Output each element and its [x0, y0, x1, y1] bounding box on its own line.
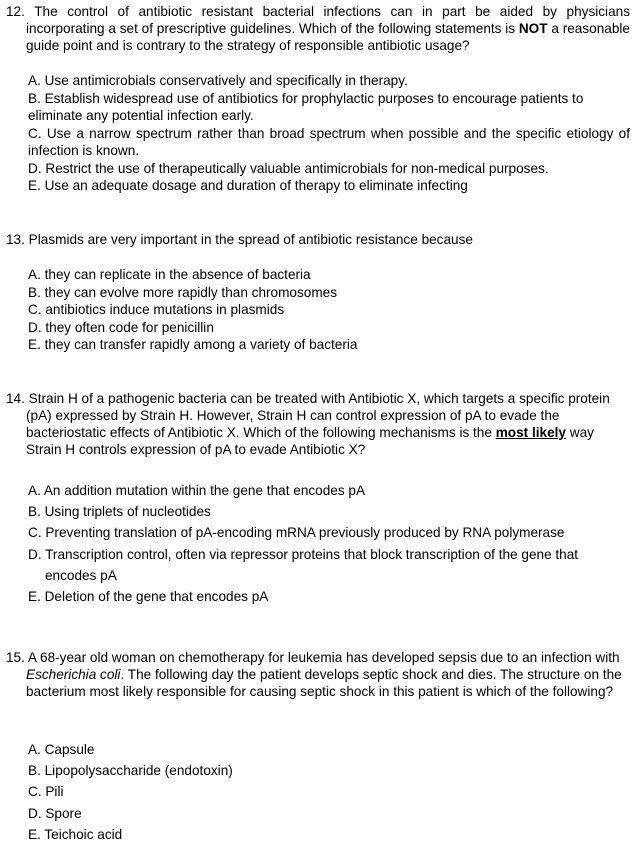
option-13-c[interactable]: C. antibiotics induce mutations in plasmids [28, 302, 285, 317]
question-12 [6, 3, 630, 54]
option-15-b[interactable]: B. Lipopolysaccharide (endotoxin) [28, 763, 233, 779]
option-15-d[interactable]: D. Spore [28, 805, 82, 821]
option-12-d[interactable]: D. Restrict the use of therapeutically valuable antimicrobials for non-medical purposes. [28, 160, 549, 176]
option-14-d[interactable]: D. Transcription control, often via repressor proteins that block transcription of the gene that encodes pA [28, 546, 579, 583]
question-13-stem: 13. Plasmids are very important in the spread of antibiotic resistance because [6, 232, 473, 247]
organism-name: Escherichia coli [26, 667, 121, 682]
option-13-b[interactable]: B. they can evolve more rapidly than chromosomes [28, 284, 338, 300]
question-14-options [28, 480, 630, 607]
option-14-a[interactable]: A. An addition mutation within the gene that encodes pA [28, 483, 366, 498]
emphasis-not: NOT [518, 21, 548, 36]
option-13-e[interactable]: E. they can transfer rapidly among a variety of bacteria [28, 337, 358, 352]
option-13-a[interactable]: A. they can replicate in the absence of bacteria [28, 267, 311, 282]
question-12-stem: 12. The control of antibiotic resistant bacterial infections can in part be aided by physicians incorporating a set of prescriptive guidelines. Which of the following statements is NOT a reasonable guide point and is contrary to the strategy of responsible antibiotic usage? [6, 4, 630, 53]
option-13-d[interactable]: D. they often code for penicillin [28, 319, 214, 335]
option-12-b[interactable]: B. Establish widespread use of antibiotics for prophylactic purposes to encourage patients to eliminate any potential infection early. [28, 90, 584, 123]
option-12-e[interactable]: E. Use an adequate dosage and duration of therapy to eliminate infecting [28, 178, 468, 193]
option-15-c[interactable]: C. Pili [28, 784, 64, 800]
question-14-stem: 14. Strain H of a pathogenic bacteria can be treated with Antibiotic X, which targets a specific protein (pA) expressed by Strain H. However, Strain H can control expression of pA to evade the bacteriostatic effects of Antibiotic X. Which of the following mechanisms is the most likely way Strain H controls expression of pA to evade Antibiotic X? [6, 391, 610, 457]
option-12-c[interactable]: C. Use a narrow spectrum rather than broad spectrum when possible and the specific etiology of infection is known. [28, 125, 630, 158]
question-12-options [28, 72, 630, 195]
option-14-c[interactable]: C. Preventing translation of pA-encoding mRNA previously produced by RNA polymerase [28, 525, 565, 541]
option-14-e[interactable]: E. Deletion of the gene that encodes pA [28, 589, 269, 605]
question-15-options [28, 739, 630, 845]
option-14-b[interactable]: B. Using triplets of nucleotides [28, 504, 211, 520]
question-14 [6, 390, 630, 458]
option-12-a[interactable]: A. Use antimicrobials conservatively and specifically in therapy. [28, 73, 408, 88]
emphasis-most-likely: most likely [495, 425, 566, 440]
option-15-e[interactable]: E. Teichoic acid [28, 826, 123, 842]
question-13 [6, 231, 630, 248]
option-15-a[interactable]: A. Capsule [28, 742, 95, 757]
question-13-options [28, 266, 630, 354]
question-15-stem: 15. A 68-year old woman on chemotherapy for leukemia has developed sepsis due to an infection with Escherichia coli. The following day the patient develops septic shock and dies. The structure on the bacterium most likely responsible for causing septic shock in this patient is which of the following? [6, 650, 622, 699]
question-15 [6, 649, 630, 700]
